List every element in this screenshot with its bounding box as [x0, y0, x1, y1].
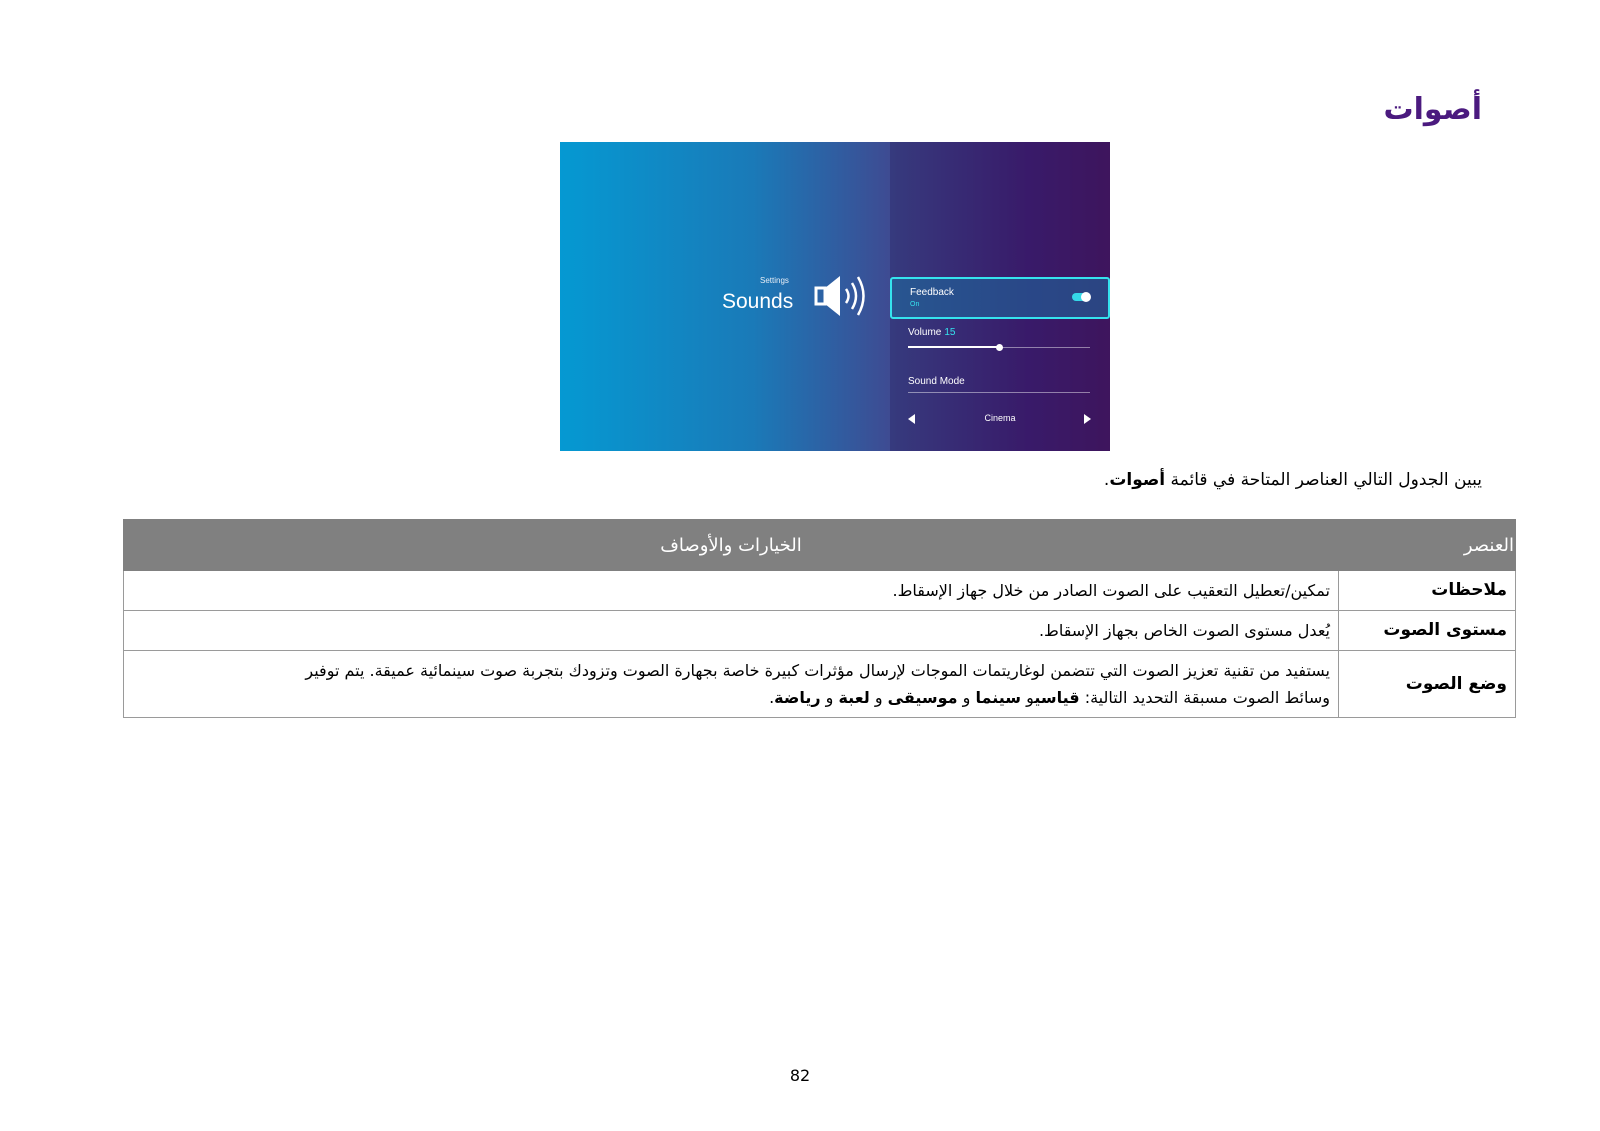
volume-value: 15 — [944, 327, 956, 338]
sound-mode-presets — [132, 684, 1330, 711]
speaker-icon — [814, 272, 872, 320]
row-description-sound-mode — [124, 651, 1339, 718]
row-item-feedback: ملاحظات — [1339, 571, 1516, 611]
sound-mode-prev-arrow-icon[interactable] — [908, 414, 915, 424]
page-number: 82 — [789, 1066, 811, 1085]
presets-intro: وسائط الصوت مسبقة التحديد التالية: — [1079, 688, 1330, 707]
preset-separator: و — [1026, 688, 1035, 707]
header-options: الخيارات والأوصاف — [124, 520, 1339, 571]
feedback-label: Feedback — [910, 287, 954, 298]
feedback-option[interactable] — [890, 277, 1110, 319]
sound-mode-value[interactable]: Cinema — [984, 413, 1016, 423]
row-description-volume: يُعدل مستوى الصوت الخاص بجهاز الإسقاط. — [124, 611, 1339, 651]
preset-sports: رياضة — [774, 688, 821, 707]
sound-mode-label: Sound Mode — [908, 376, 965, 387]
volume-slider-handle[interactable] — [996, 344, 1003, 351]
sounds-menu-screenshot — [560, 142, 1110, 451]
sound-mode-description: يستفيد من تقنية تعزيز الصوت التي تتضمن لوغاريتمات الموجات لإرسال مؤثرات كبيرة خاصة بجهارة الصوت وتزودك بتجربة صوت سينمائية عميقة. يتم توفير — [305, 661, 1330, 680]
table-row — [124, 571, 1516, 611]
table-row — [124, 651, 1516, 718]
header-item: العنصر — [1339, 520, 1516, 571]
preset-separator: و — [820, 688, 839, 707]
volume-label: Volume — [908, 327, 942, 338]
preset-cinema: سينما — [975, 688, 1021, 707]
presets-end: . — [769, 688, 775, 707]
feedback-state: On — [910, 301, 920, 308]
row-description-feedback: تمكين/تعطيل التعقيب على الصوت الصادر من خلال جهاز الإسقاط. — [124, 571, 1339, 611]
volume-slider[interactable] — [908, 347, 1090, 348]
feedback-toggle[interactable] — [1072, 293, 1088, 301]
preset-standard: قياسي — [1034, 688, 1080, 707]
page-title: أصوات — [1383, 92, 1482, 127]
preset-game: لعبة — [838, 688, 870, 707]
sound-mode-next-arrow-icon[interactable] — [1084, 414, 1091, 424]
volume-slider-fill — [908, 346, 999, 348]
intro-paragraph — [482, 470, 1482, 490]
preset-music: موسيقى — [887, 688, 958, 707]
sound-mode-divider — [908, 392, 1090, 393]
preset-separator: و — [869, 688, 888, 707]
intro-end: . — [1103, 470, 1110, 490]
intro-text: يبين الجدول التالي العناصر المتاحة في قائمة — [1165, 470, 1482, 490]
table-header-row — [124, 520, 1516, 571]
menu-heading: Sounds — [722, 290, 794, 313]
table-row — [124, 611, 1516, 651]
volume-option[interactable] — [908, 327, 955, 338]
sound-options-table — [123, 519, 1516, 718]
intro-menu-name: أصوات — [1109, 470, 1166, 490]
menu-breadcrumb: Settings — [760, 276, 789, 285]
row-item-volume: مستوى الصوت — [1339, 611, 1516, 651]
row-item-sound-mode: وضع الصوت — [1339, 651, 1516, 718]
preset-separator: و — [957, 688, 976, 707]
